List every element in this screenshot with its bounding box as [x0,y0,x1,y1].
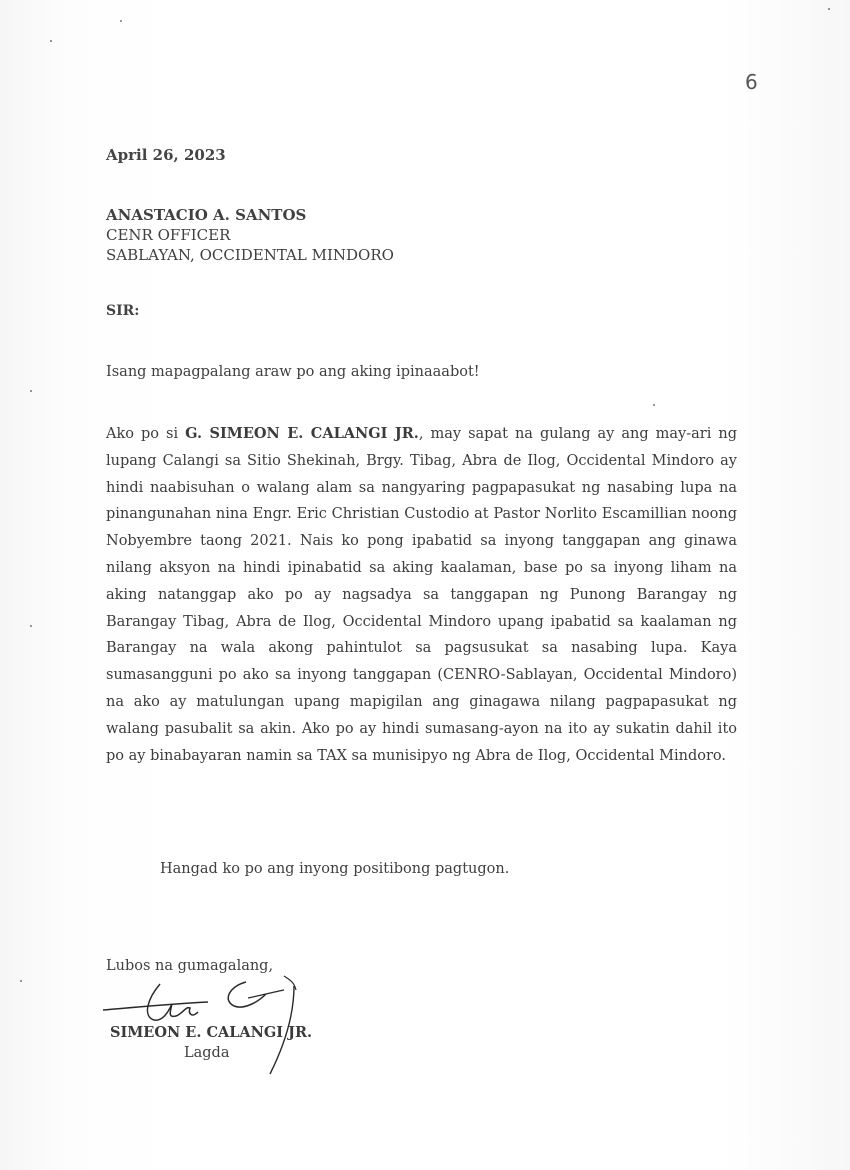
greeting: Isang mapagpalang araw po ang aking ipinaaabot! [106,364,480,380]
scan-speck [828,8,830,10]
closing-paragraph: Hangad ko po ang inyong positibong pagtugon. [160,861,510,877]
body-text: , may sapat na gulang ay ang may-ari ng lupang Calangi sa Sitio Shekinah, Brgy. Tibag, Abra de Ilog, Occidental Mindoro ay hindi naabisuhan o walang alam sa nangyaring pagpapasukat ng nasabing lupa na pinangunahan nina Engr. Eric Christian Custodio at Pastor Norlito Escamillian noong Nobyembre taong 2021. Nais ko pong ipabatid sa inyong tanggapan ang ginawa nilang aksyon na hindi ipinabatid sa aking kaalaman, base po sa inyong liham na aking natanggap ako po ay nagsadya sa tanggapan ng Punong Barangay ng Barangay Tibag, Abra de Ilog, Occidental Mindoro upang ipabatid sa kaalaman ng Barangay na wala akong pahintulot sa pagsusukat sa nasabing lupa. Kaya sumasangguni po ako sa inyong tanggapan (CENRO-Sablayan, Occidental Mindoro) na ako ay matulungan upang mapigilan ang ginagawa nilang pagpapasukat ng walang pasubalit sa akin. Ako po ay hindi sumasang-ayon na ito ay sukatin dahil ito po ay binabayaran namin sa TAX sa munisipyo ng Abra de Ilog, Occidental Mindoro. [106,426,737,764]
letter-date: April 26, 2023 [106,146,226,164]
recipient-block [106,205,394,265]
scan-speck [30,390,32,392]
scan-speck [653,404,655,406]
body-intro: Ako po si [106,426,186,442]
scan-speck [50,40,52,42]
signer-name: SIMEON E. CALANGI JR. [110,1024,313,1041]
scan-speck [120,20,122,22]
recipient-address: SABLAYAN, OCCIDENTAL MINDORO [106,246,394,264]
salutation: SIR: [106,303,140,319]
recipient-position: CENR OFFICER [106,226,231,244]
writer-name: G. SIMEON E. CALANGI JR. [185,425,419,442]
body-paragraph [106,421,737,769]
scan-speck [20,980,22,982]
page-number: 6 [745,70,758,94]
handwritten-signature [98,968,308,1078]
recipient-name: ANASTACIO A. SANTOS [106,206,307,224]
scan-speck [30,625,32,627]
complimentary-close: Lubos na gumagalang, [106,958,274,974]
signer-label: Lagda [184,1045,230,1061]
